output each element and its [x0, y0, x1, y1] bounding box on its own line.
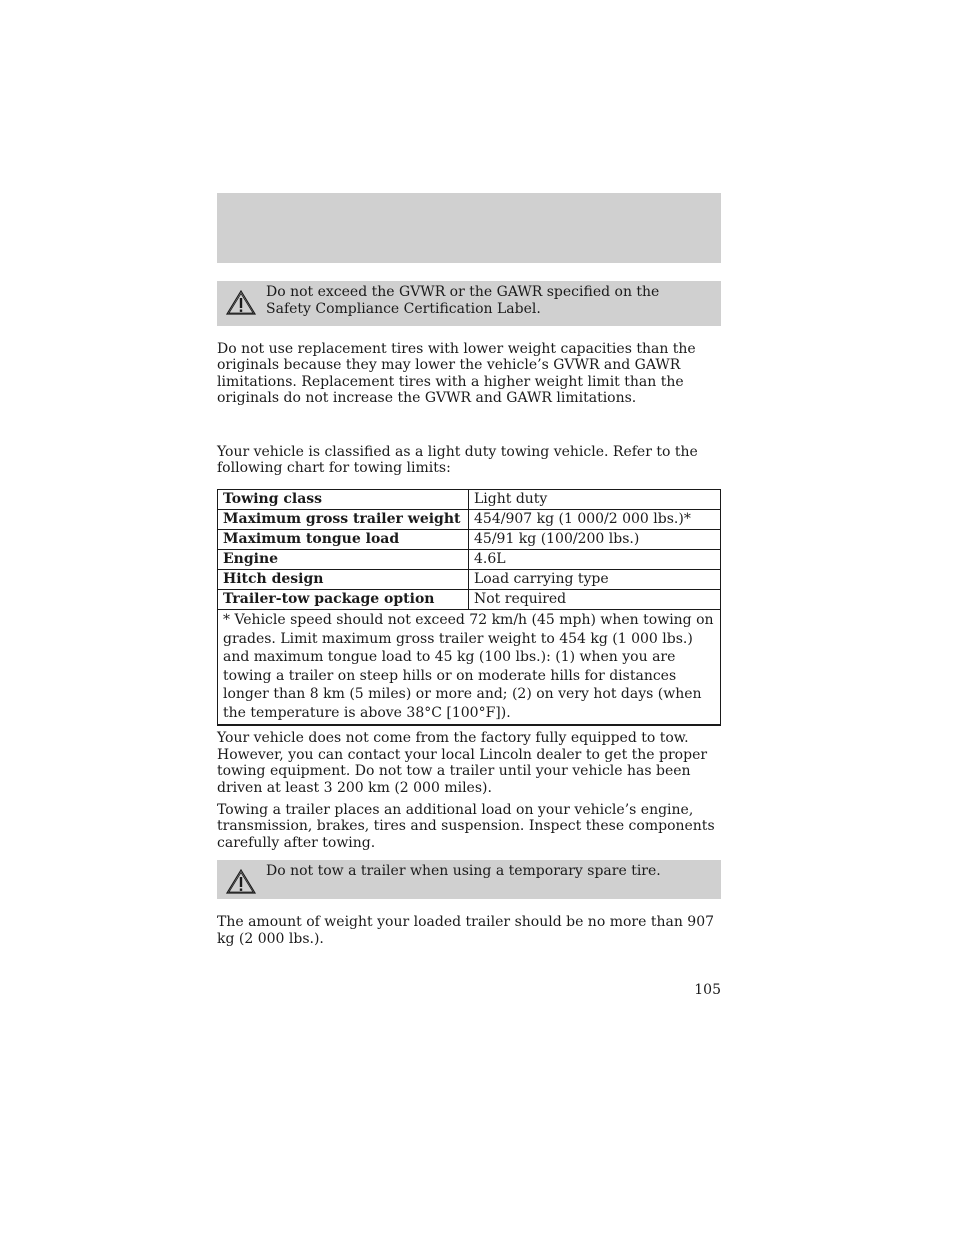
table-row — [218, 550, 721, 570]
paragraph-towing-equipment: Your vehicle does not come from the factory fully equipped to tow. However, you can contact your local Lincoln dealer to get the proper towing equipment. Do not tow a trailer until your vehicle has been driven at least 3 200 km (2 000 miles). — [217, 730, 708, 796]
row-value: Load carrying type — [469, 570, 721, 590]
row-value: Light duty — [469, 490, 721, 510]
table-row — [218, 590, 721, 610]
table-footnote: * Vehicle speed should not exceed 72 km/h (45 mph) when towing on grades. Limit maximum gross trailer weight to 454 kg (1 000 lbs.) and maximum tongue load to 45 kg (100 lbs.): (1) when you are towing a trailer on steep hills or on moderate hills for distances longer than 8 km (5 miles) or more and; (2) on very hot days (when the temperature is above 38°C [100°F]). — [218, 610, 721, 726]
row-label: Maximum tongue load — [218, 530, 469, 550]
row-label: Hitch design — [218, 570, 469, 590]
section-header-bar — [217, 193, 721, 263]
table-row — [218, 530, 721, 550]
table-row — [218, 570, 721, 590]
paragraph-replacement-tires: Do not use replacement tires with lower weight capacities than the originals because they may lower the vehicle’s GVWR and GAWR limitations. Replacement tires with a higher weight limit than the originals do not increase the GVWR and GAWR limitations. — [217, 341, 696, 407]
row-label: Engine — [218, 550, 469, 570]
towing-limits-table — [217, 489, 721, 726]
row-label: Maximum gross trailer weight — [218, 510, 469, 530]
row-label: Towing class — [218, 490, 469, 510]
warning-triangle-icon — [225, 289, 257, 316]
paragraph-trailer-weight: The amount of weight your loaded trailer should be no more than 907 kg (2 000 lbs.). — [217, 914, 715, 947]
warning-text: Do not tow a trailer when using a temporary spare tire. — [266, 863, 661, 880]
table-footnote-row — [218, 610, 721, 726]
manual-page — [217, 193, 721, 998]
row-value: Not required — [469, 590, 721, 610]
table-row — [218, 490, 721, 510]
row-value: 4.6L — [469, 550, 721, 570]
row-value: 45/91 kg (100/200 lbs.) — [469, 530, 721, 550]
warning-box-spare-tire — [217, 860, 721, 899]
row-label: Trailer-tow package option — [218, 590, 469, 610]
paragraph-additional-load: Towing a trailer places an additional load on your vehicle’s engine, transmission, brakes, tires and suspension. Inspect these components carefully after towing. — [217, 802, 715, 851]
page-number: 105 — [694, 982, 721, 998]
warning-box-gvwr — [217, 281, 721, 326]
warning-triangle-icon — [225, 868, 257, 895]
warning-text: Do not exceed the GVWR or the GAWR specified on the Safety Compliance Certification Label. — [266, 284, 660, 317]
row-value: 454/907 kg (1 000/2 000 lbs.)* — [469, 510, 721, 530]
paragraph-towing-classification: Your vehicle is classified as a light duty towing vehicle. Refer to the following chart for towing limits: — [217, 443, 698, 477]
table-row — [218, 510, 721, 530]
